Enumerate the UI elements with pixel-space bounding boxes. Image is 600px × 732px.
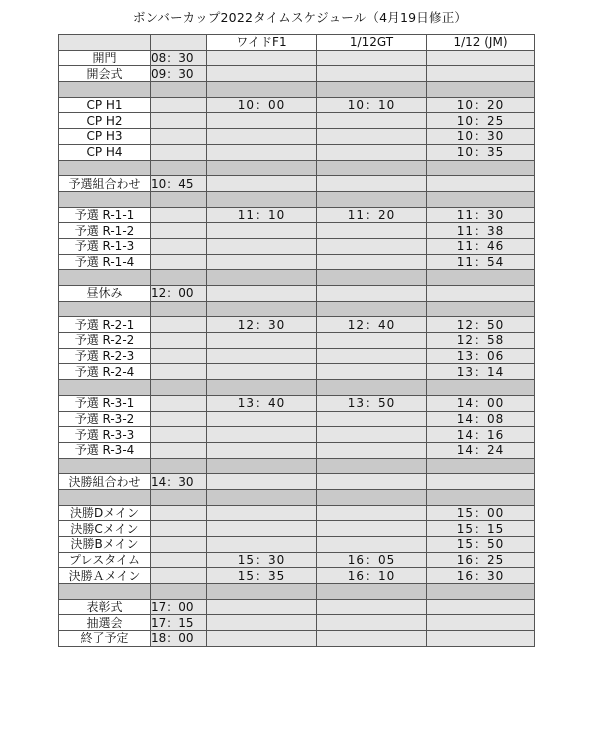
- row-label: 予選 R-3-2: [59, 411, 151, 427]
- separator-cell: [427, 82, 535, 98]
- gt-time-cell: [317, 599, 427, 615]
- gt-time-cell: [317, 537, 427, 553]
- row-label: 開門: [59, 50, 151, 66]
- wide-f1-time-cell: [207, 223, 317, 239]
- schedule-row: [59, 552, 535, 568]
- schedule-row: [59, 113, 535, 129]
- row-label: 予選 R-3-3: [59, 427, 151, 443]
- schedule-row: [59, 599, 535, 615]
- separator-row: [59, 301, 535, 317]
- gt-time-cell: [317, 254, 427, 270]
- separator-cell: [317, 301, 427, 317]
- separator-cell: [317, 458, 427, 474]
- general-time-cell: [151, 552, 207, 568]
- general-time-cell: 14：30: [151, 474, 207, 490]
- separator-cell: [59, 458, 151, 474]
- wide-f1-time-cell: 10：00: [207, 97, 317, 113]
- general-time-cell: [151, 348, 207, 364]
- wide-f1-time-cell: [207, 66, 317, 82]
- wide-f1-time-cell: [207, 427, 317, 443]
- separator-cell: [151, 584, 207, 600]
- general-time-cell: [151, 521, 207, 537]
- general-time-cell: [151, 207, 207, 223]
- gt-time-cell: 16：10: [317, 568, 427, 584]
- jm-time-cell: 10：25: [427, 113, 535, 129]
- separator-row: [59, 458, 535, 474]
- row-label: 予選組合わせ: [59, 176, 151, 192]
- general-time-cell: 10：45: [151, 176, 207, 192]
- wide-f1-time-cell: 12：30: [207, 317, 317, 333]
- jm-time-cell: 16：30: [427, 568, 535, 584]
- gt-time-cell: [317, 286, 427, 302]
- jm-time-cell: 11：38: [427, 223, 535, 239]
- separator-cell: [151, 160, 207, 176]
- separator-cell: [59, 380, 151, 396]
- gt-time-cell: [317, 615, 427, 631]
- row-label: 予選 R-2-1: [59, 317, 151, 333]
- row-label: CP H1: [59, 97, 151, 113]
- separator-cell: [207, 458, 317, 474]
- row-label: 予選 R-1-1: [59, 207, 151, 223]
- jm-time-cell: 16：25: [427, 552, 535, 568]
- wide-f1-time-cell: [207, 286, 317, 302]
- wide-f1-time-cell: [207, 615, 317, 631]
- schedule-row: [59, 129, 535, 145]
- general-time-cell: 18：00: [151, 631, 207, 647]
- row-label: 決勝Dメイン: [59, 505, 151, 521]
- general-time-cell: [151, 505, 207, 521]
- general-time-cell: [151, 427, 207, 443]
- row-label: 予選 R-1-3: [59, 238, 151, 254]
- gt-time-cell: [317, 411, 427, 427]
- separator-cell: [427, 160, 535, 176]
- wide-f1-time-cell: [207, 599, 317, 615]
- separator-cell: [59, 301, 151, 317]
- separator-cell: [59, 82, 151, 98]
- separator-cell: [427, 584, 535, 600]
- wide-f1-time-cell: [207, 631, 317, 647]
- row-label: 抽選会: [59, 615, 151, 631]
- jm-time-cell: 14：24: [427, 442, 535, 458]
- schedule-row: [59, 238, 535, 254]
- jm-time-cell: [427, 599, 535, 615]
- jm-time-cell: [427, 631, 535, 647]
- separator-cell: [427, 301, 535, 317]
- row-label: 終了予定: [59, 631, 151, 647]
- jm-time-cell: 10：20: [427, 97, 535, 113]
- wide-f1-time-cell: [207, 442, 317, 458]
- separator-cell: [207, 191, 317, 207]
- wide-f1-time-cell: [207, 333, 317, 349]
- jm-time-cell: [427, 66, 535, 82]
- separator-cell: [207, 584, 317, 600]
- schedule-row: [59, 317, 535, 333]
- schedule-row: [59, 537, 535, 553]
- wide-f1-time-cell: [207, 411, 317, 427]
- separator-cell: [317, 191, 427, 207]
- wide-f1-time-cell: [207, 50, 317, 66]
- gt-time-cell: [317, 144, 427, 160]
- gt-time-cell: 16：05: [317, 552, 427, 568]
- gt-time-cell: [317, 223, 427, 239]
- general-time-cell: 17：15: [151, 615, 207, 631]
- separator-cell: [151, 191, 207, 207]
- schedule-row: [59, 427, 535, 443]
- wide-f1-time-cell: 11：10: [207, 207, 317, 223]
- separator-cell: [317, 584, 427, 600]
- separator-cell: [317, 82, 427, 98]
- schedule-row: [59, 631, 535, 647]
- header-1-12gt: 1/12GT: [317, 35, 427, 51]
- gt-time-cell: [317, 113, 427, 129]
- general-time-cell: [151, 537, 207, 553]
- wide-f1-time-cell: [207, 144, 317, 160]
- wide-f1-time-cell: [207, 474, 317, 490]
- gt-time-cell: [317, 348, 427, 364]
- separator-cell: [207, 380, 317, 396]
- separator-row: [59, 191, 535, 207]
- jm-time-cell: 13：06: [427, 348, 535, 364]
- gt-time-cell: 12：40: [317, 317, 427, 333]
- schedule-row: [59, 568, 535, 584]
- gt-time-cell: [317, 129, 427, 145]
- schedule-row: [59, 286, 535, 302]
- schedule-row: [59, 176, 535, 192]
- gt-time-cell: [317, 66, 427, 82]
- page-title: ボンバーカップ2022タイムスケジュール（4月19日修正）: [132, 10, 468, 25]
- general-time-cell: [151, 113, 207, 129]
- jm-time-cell: 14：16: [427, 427, 535, 443]
- general-time-cell: [151, 97, 207, 113]
- separator-cell: [207, 160, 317, 176]
- jm-time-cell: 11：46: [427, 238, 535, 254]
- gt-time-cell: [317, 364, 427, 380]
- schedule-row: [59, 66, 535, 82]
- gt-time-cell: [317, 442, 427, 458]
- row-label: 予選 R-1-4: [59, 254, 151, 270]
- separator-cell: [207, 489, 317, 505]
- general-time-cell: 12：00: [151, 286, 207, 302]
- row-label: 開会式: [59, 66, 151, 82]
- separator-cell: [207, 270, 317, 286]
- separator-row: [59, 380, 535, 396]
- separator-cell: [59, 160, 151, 176]
- schedule-row: [59, 474, 535, 490]
- jm-time-cell: 14：00: [427, 395, 535, 411]
- general-time-cell: [151, 254, 207, 270]
- gt-time-cell: [317, 521, 427, 537]
- jm-time-cell: 10：35: [427, 144, 535, 160]
- schedule-row: [59, 97, 535, 113]
- gt-time-cell: [317, 474, 427, 490]
- row-label: CP H2: [59, 113, 151, 129]
- separator-row: [59, 160, 535, 176]
- general-time-cell: [151, 129, 207, 145]
- separator-cell: [317, 270, 427, 286]
- gt-time-cell: 10：10: [317, 97, 427, 113]
- gt-time-cell: [317, 505, 427, 521]
- wide-f1-time-cell: [207, 254, 317, 270]
- general-time-cell: [151, 395, 207, 411]
- general-time-cell: [151, 442, 207, 458]
- general-time-cell: [151, 568, 207, 584]
- general-time-cell: [151, 411, 207, 427]
- separator-cell: [59, 584, 151, 600]
- separator-cell: [427, 458, 535, 474]
- separator-cell: [151, 489, 207, 505]
- separator-cell: [151, 270, 207, 286]
- separator-cell: [317, 489, 427, 505]
- general-time-cell: [151, 317, 207, 333]
- general-time-cell: [151, 364, 207, 380]
- wide-f1-time-cell: [207, 521, 317, 537]
- row-label: 予選 R-2-4: [59, 364, 151, 380]
- schedule-row: [59, 207, 535, 223]
- row-label: CP H3: [59, 129, 151, 145]
- wide-f1-time-cell: [207, 364, 317, 380]
- schedule-row: [59, 223, 535, 239]
- header-1-12-jm: 1/12 (JM): [427, 35, 535, 51]
- row-label: 予選 R-2-2: [59, 333, 151, 349]
- general-time-cell: [151, 333, 207, 349]
- jm-time-cell: [427, 286, 535, 302]
- jm-time-cell: 10：30: [427, 129, 535, 145]
- separator-row: [59, 270, 535, 286]
- separator-cell: [207, 82, 317, 98]
- jm-time-cell: [427, 474, 535, 490]
- schedule-row: [59, 442, 535, 458]
- row-label: 決勝Cメイン: [59, 521, 151, 537]
- jm-time-cell: 15：50: [427, 537, 535, 553]
- general-time-cell: [151, 238, 207, 254]
- row-label: プレスタイム: [59, 552, 151, 568]
- general-time-cell: 09：30: [151, 66, 207, 82]
- separator-row: [59, 489, 535, 505]
- separator-cell: [317, 160, 427, 176]
- row-label: 決勝Bメイン: [59, 537, 151, 553]
- schedule-row: [59, 144, 535, 160]
- gt-time-cell: 13：50: [317, 395, 427, 411]
- wide-f1-time-cell: 15：35: [207, 568, 317, 584]
- gt-time-cell: [317, 176, 427, 192]
- schedule-row: [59, 615, 535, 631]
- jm-time-cell: [427, 176, 535, 192]
- separator-cell: [59, 270, 151, 286]
- separator-cell: [427, 489, 535, 505]
- row-label: 予選 R-3-1: [59, 395, 151, 411]
- jm-time-cell: [427, 50, 535, 66]
- jm-time-cell: 11：30: [427, 207, 535, 223]
- schedule-row: [59, 348, 535, 364]
- gt-time-cell: [317, 50, 427, 66]
- separator-cell: [59, 489, 151, 505]
- jm-time-cell: 12：50: [427, 317, 535, 333]
- row-label: 決勝Ａメイン: [59, 568, 151, 584]
- separator-cell: [151, 380, 207, 396]
- jm-time-cell: 12：58: [427, 333, 535, 349]
- jm-time-cell: 15：15: [427, 521, 535, 537]
- header-label-col: [59, 35, 151, 51]
- separator-cell: [151, 301, 207, 317]
- row-label: 予選 R-1-2: [59, 223, 151, 239]
- jm-time-cell: 11：54: [427, 254, 535, 270]
- wide-f1-time-cell: 15：30: [207, 552, 317, 568]
- row-label: 予選 R-3-4: [59, 442, 151, 458]
- header-time-col: [151, 35, 207, 51]
- gt-time-cell: [317, 631, 427, 647]
- jm-time-cell: 13：14: [427, 364, 535, 380]
- separator-cell: [151, 82, 207, 98]
- separator-row: [59, 82, 535, 98]
- schedule-row: [59, 364, 535, 380]
- general-time-cell: [151, 223, 207, 239]
- separator-cell: [427, 270, 535, 286]
- wide-f1-time-cell: 13：40: [207, 395, 317, 411]
- gt-time-cell: [317, 333, 427, 349]
- schedule-row: [59, 333, 535, 349]
- row-label: CP H4: [59, 144, 151, 160]
- wide-f1-time-cell: [207, 348, 317, 364]
- schedule-row: [59, 395, 535, 411]
- separator-cell: [151, 458, 207, 474]
- wide-f1-time-cell: [207, 505, 317, 521]
- separator-cell: [427, 191, 535, 207]
- schedule-row: [59, 254, 535, 270]
- separator-row: [59, 584, 535, 600]
- row-label: 昼休み: [59, 286, 151, 302]
- schedule-body: [59, 35, 535, 647]
- schedule-table: [58, 34, 535, 647]
- row-label: 表彰式: [59, 599, 151, 615]
- general-time-cell: 08：30: [151, 50, 207, 66]
- jm-time-cell: 14：08: [427, 411, 535, 427]
- schedule-row: [59, 50, 535, 66]
- jm-time-cell: [427, 615, 535, 631]
- separator-cell: [427, 380, 535, 396]
- wide-f1-time-cell: [207, 537, 317, 553]
- wide-f1-time-cell: [207, 129, 317, 145]
- wide-f1-time-cell: [207, 176, 317, 192]
- gt-time-cell: 11：20: [317, 207, 427, 223]
- separator-cell: [59, 191, 151, 207]
- header-row: [59, 35, 535, 51]
- wide-f1-time-cell: [207, 238, 317, 254]
- row-label: 決勝組合わせ: [59, 474, 151, 490]
- header-wide-f1: ワイドF1: [207, 35, 317, 51]
- gt-time-cell: [317, 238, 427, 254]
- wide-f1-time-cell: [207, 113, 317, 129]
- schedule-row: [59, 505, 535, 521]
- separator-cell: [317, 380, 427, 396]
- separator-cell: [207, 301, 317, 317]
- general-time-cell: [151, 144, 207, 160]
- general-time-cell: 17：00: [151, 599, 207, 615]
- schedule-row: [59, 411, 535, 427]
- row-label: 予選 R-2-3: [59, 348, 151, 364]
- gt-time-cell: [317, 427, 427, 443]
- schedule-row: [59, 521, 535, 537]
- jm-time-cell: 15：00: [427, 505, 535, 521]
